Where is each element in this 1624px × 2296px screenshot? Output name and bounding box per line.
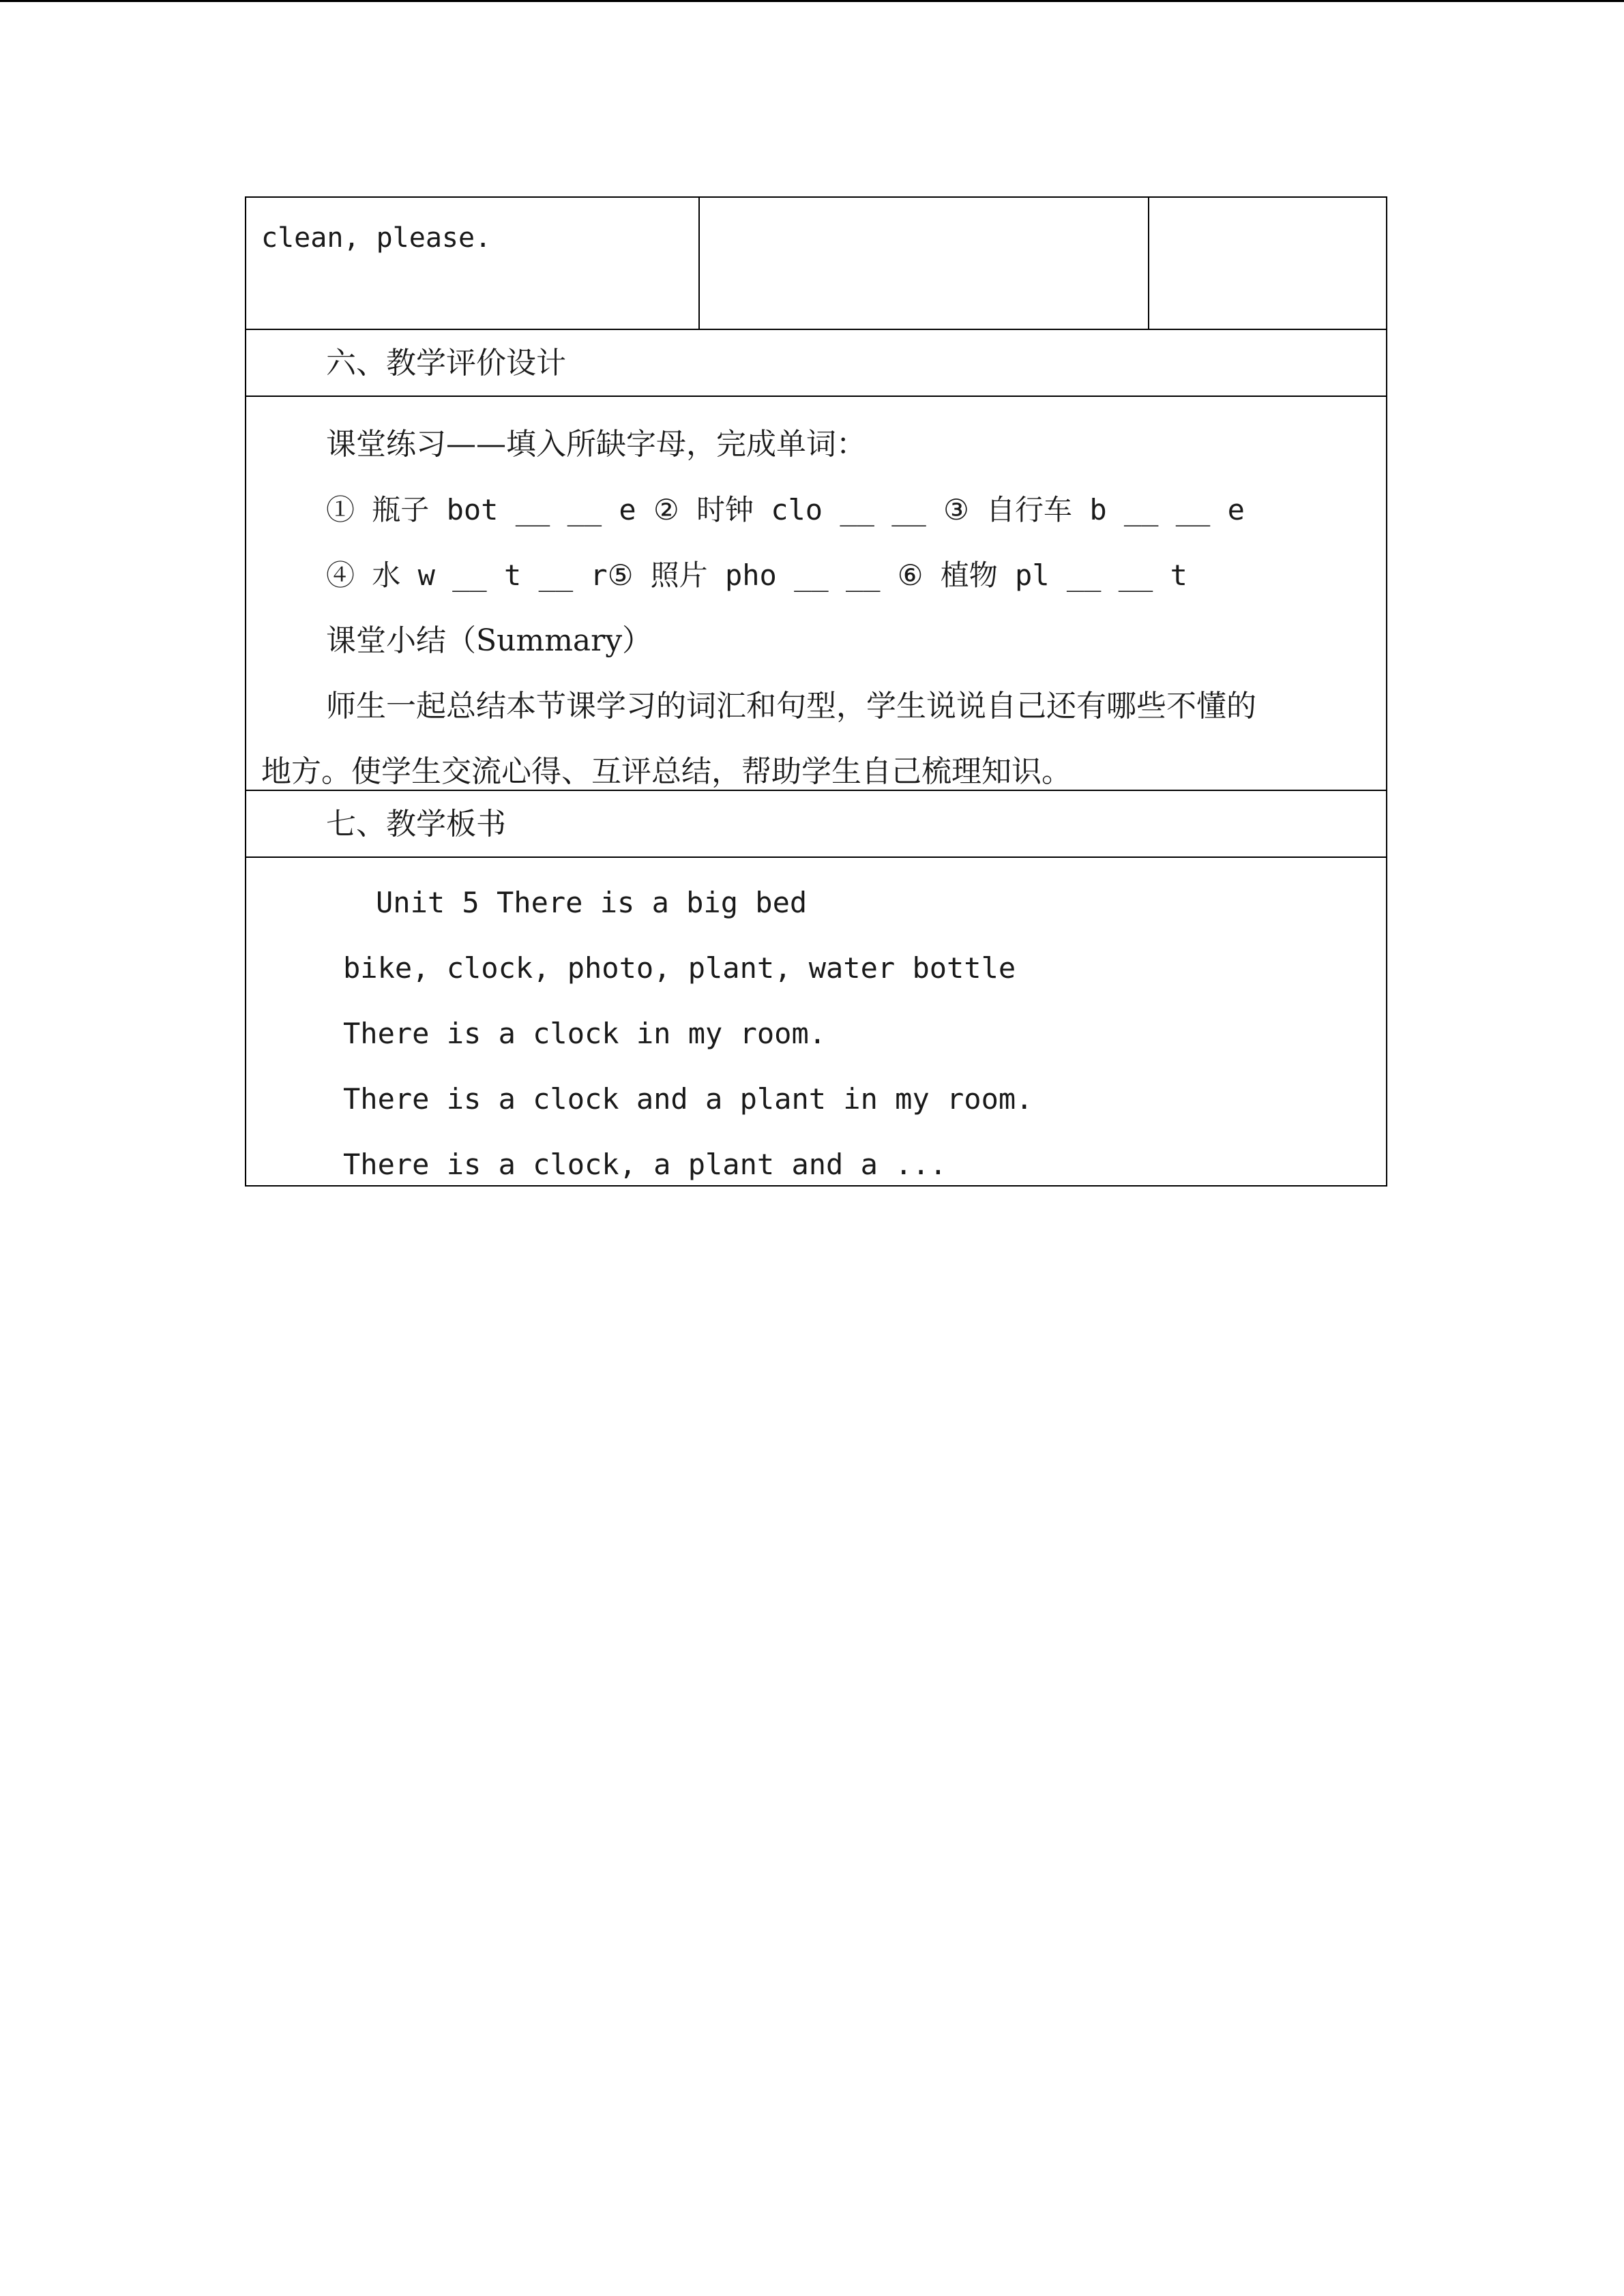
board-line-2: There is a clock in my room. — [343, 1017, 827, 1050]
exercise-line-1: ① 瓶子 bot __ __ e ② 时钟 clo __ __ ③ 自行车 b __ __ e — [326, 493, 1245, 526]
continued-text-cell: clean, please. — [246, 198, 700, 329]
empty-cell-right — [1149, 198, 1386, 329]
section-7-heading: 七、教学板书 — [246, 791, 1386, 858]
board-line-3: There is a clock and a plant in my room. — [343, 1082, 1033, 1116]
section-7-content — [246, 858, 1386, 1185]
empty-cell-middle — [700, 198, 1149, 329]
summary-title: 课堂小结（Summary） — [326, 623, 653, 658]
table-row-continued — [246, 198, 1386, 330]
section-6-heading: 六、教学评价设计 — [246, 330, 1386, 397]
page-top-rule — [0, 0, 1624, 2]
board-title: Unit 5 There is a big bed — [376, 886, 808, 919]
practice-title: 课堂练习——填入所缺字母，完成单词： — [326, 427, 866, 462]
summary-line-2: 地方。使学生交流心得、互评总结，帮助学生自己梳理知识。 — [261, 754, 1072, 789]
board-line-4: There is a clock, a plant and a ... — [343, 1148, 947, 1181]
lesson-plan-table — [245, 196, 1387, 1187]
summary-line-1: 师生一起总结本节课学习的词汇和句型，学生说说自己还有哪些不懂的 — [326, 689, 1256, 724]
exercise-line-2: ④ 水 w __ t __ r⑤ 照片 pho __ __ ⑥ 植物 pl __ __ t — [326, 558, 1187, 592]
board-line-1: bike, clock, photo, plant, water bottle — [343, 951, 1016, 985]
section-6-content — [246, 397, 1386, 791]
